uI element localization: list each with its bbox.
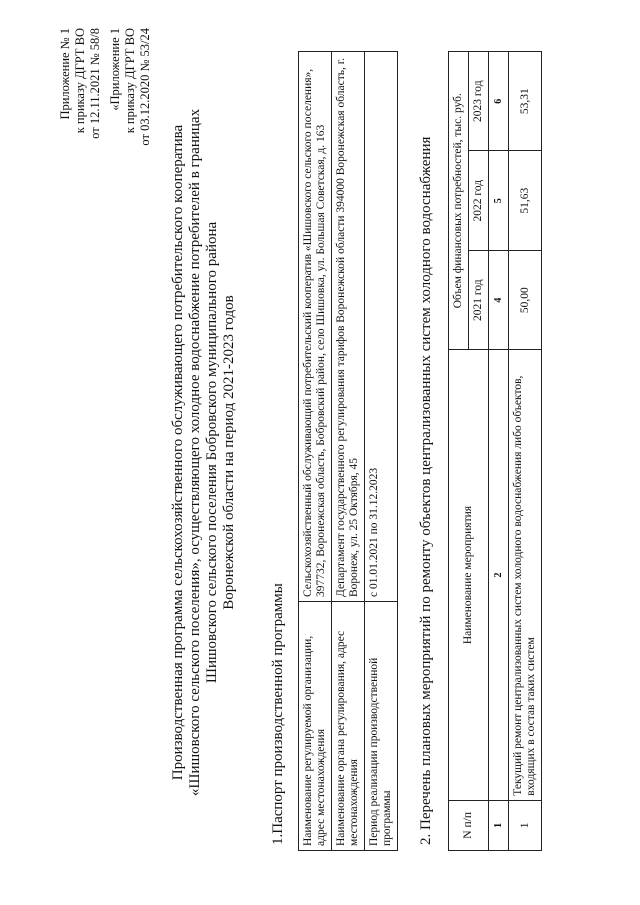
index-cell: 1 xyxy=(489,800,509,850)
index-cell: 6 xyxy=(489,52,509,151)
appendix-current-reference xyxy=(58,28,103,139)
passport-label: Наименование регулируемой организации, адрес местонахождения xyxy=(299,602,332,851)
passport-label: Период реализации производственной программы xyxy=(365,602,398,851)
table-row xyxy=(332,52,365,851)
row-number: 1 xyxy=(509,800,542,850)
passport-value: с 01.01.2021 по 31.12.2023 xyxy=(365,52,398,602)
column-header-year: 2021 год xyxy=(469,250,489,349)
table-row xyxy=(365,52,398,851)
appendix-line: к приказу ДГРТ ВО xyxy=(73,28,87,134)
volume-value: 51,63 xyxy=(509,151,542,250)
index-cell: 2 xyxy=(489,350,509,800)
appendix-line: от 03.12.2020 № 53/24 xyxy=(138,28,152,146)
index-cell: 4 xyxy=(489,250,509,349)
appendix-line: «Приложение 1 xyxy=(108,28,122,111)
passport-value: Сельскохозяйственный обслуживающий потребительский кооператив «Шишовского сельского поселения», 397732, Воронежская область, Бобровский район, село Шишовка, ул. Большая Советская, д. 163 xyxy=(299,52,332,602)
measures-heading: 2. Перечень плановых мероприятий по ремонту объектов централизованных систем холодного водоснабжения xyxy=(418,136,434,845)
appendix-line: от 12.11.2021 № 58/8 xyxy=(88,28,102,139)
title-line: Шишовского сельского поселения Бобровского муниципального района xyxy=(204,221,220,684)
document-title xyxy=(170,0,238,905)
volume-value: 50,00 xyxy=(509,250,542,349)
table-row xyxy=(299,52,332,851)
passport-table xyxy=(298,51,398,851)
passport-label: Наименование органа регулирования, адрес местонахождения xyxy=(332,602,365,851)
title-line: Производственная программа сельскохозяйственного обслуживающего потребительского кооператива xyxy=(170,124,186,781)
measure-name: Текущий ремонт централизованных систем холодного водоснабжения либо объектов, входящих в состав таких систем xyxy=(509,350,542,800)
column-header-year: 2023 год xyxy=(469,52,489,151)
appendix-previous-reference xyxy=(108,28,153,146)
column-header-year: 2022 год xyxy=(469,151,489,250)
measures-table xyxy=(448,51,542,851)
appendix-line: к приказу ДГРТ ВО xyxy=(123,28,137,134)
column-header-volume: Объем финансовых потребностей, тыс. руб. xyxy=(449,52,469,350)
title-line: Воронежской области на период 2021-2023 годов xyxy=(221,295,237,610)
table-row xyxy=(509,52,542,851)
volume-value: 53,31 xyxy=(509,52,542,151)
index-cell: 5 xyxy=(489,151,509,250)
table-header-row xyxy=(449,52,469,851)
column-header-name: Наименование мероприятия xyxy=(449,350,489,800)
column-header-number: N п/п xyxy=(449,800,489,850)
appendix-line: Приложение № 1 xyxy=(58,28,72,120)
passport-value: Департамент государственного регулирования тарифов Воронежской области 394000 Воронежская область, г. Воронеж, ул. 25 Октября, 45 xyxy=(332,52,365,602)
table-index-row xyxy=(489,52,509,851)
passport-heading: 1.Паспорт производственной программы xyxy=(270,583,286,845)
title-line: «Шишовского сельского поселения», осуществляющего холодное водоснабжение потребителей в границах xyxy=(187,108,203,797)
